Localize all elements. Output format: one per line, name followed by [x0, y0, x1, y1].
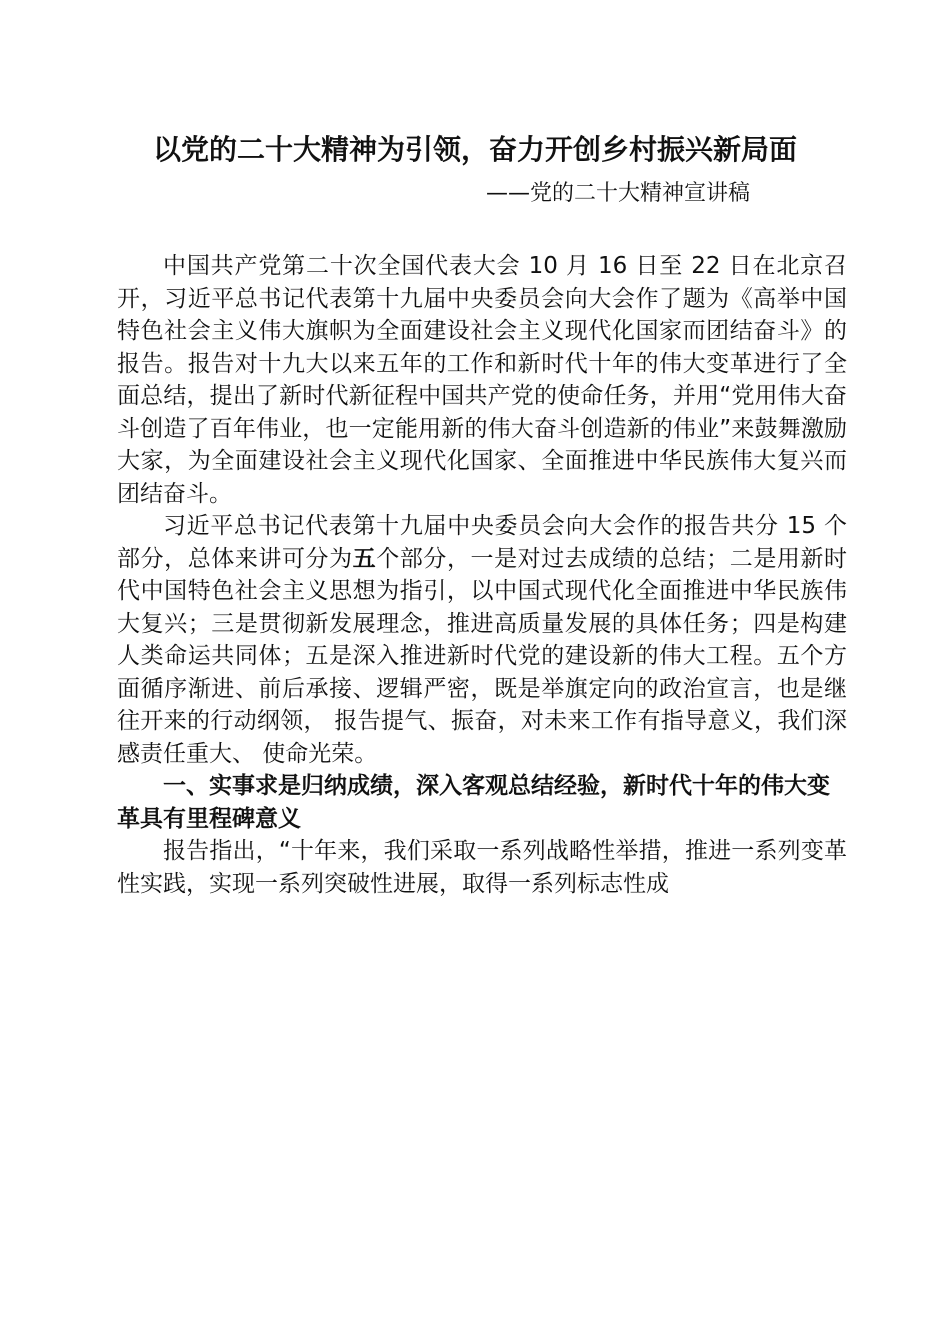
paragraph-1: 中国共产党第二十次全国代表大会 10 月 16 日至 22 日在北京召开，习近平总书记代表第十九届中央委员会向大会作了题为《高举中国特色社会主义伟大旗帜为全面建设社会主义现代化国家而团结奋斗》的报告。报告对十九大以来五年的工作和新时代十年的伟大变革进行了全面总结，提出了新时代新征程中国共产党的使命任务，并用“党用伟大奋斗创造了百年伟业，也一定能用新的伟大奋斗创造新的伟业”来鼓舞激励大家，为全面建设社会主义现代化国家、全面推进中华民族伟大复兴而团结奋斗。 [117, 253, 847, 507]
paragraph-2-emphasis: 五 [352, 545, 377, 572]
document-subtitle: ——党的二十大精神宣讲稿 [486, 181, 751, 206]
document-body [117, 250, 847, 900]
paragraph-2-text-after: 个部分，一是对过去成绩的总结；二是用新时代中国特色社会主义思想为指引，以中国式现代化全面推进中华民族伟大复兴；三是贯彻新发展理念，推进高质量发展的具体任务；四是构建人类命运共同体；五是深入推进新时代党的建设新的伟大工程。五个方面循序渐进、前后承接、逻辑严密，既是举旗定向的政治宣言，也是继往开来的行动纲领， 报告提气、振奋，对未来工作有指导意义，我们深感责任重大、 使命光荣。 [117, 545, 848, 767]
paragraph-2 [117, 510, 847, 770]
section-heading-1: 一、实事求是归纳成绩，深入客观总结经验，新时代十年的伟大变革具有里程碑意义 [117, 773, 830, 832]
paragraph-2-text-before: 习近平总书记代表第十九届中央委员会向大会作的报告共分 15 个部分，总体来讲可分为 [117, 513, 847, 572]
paragraph-3: 报告指出，“十年来，我们采取一系列战略性举措，推进一系列变革性实践，实现一系列突破性进展，取得一系列标志性成 [117, 838, 847, 897]
document-title: 以党的二十大精神为引领，奋力开创乡村振兴新局面 [152, 133, 797, 166]
